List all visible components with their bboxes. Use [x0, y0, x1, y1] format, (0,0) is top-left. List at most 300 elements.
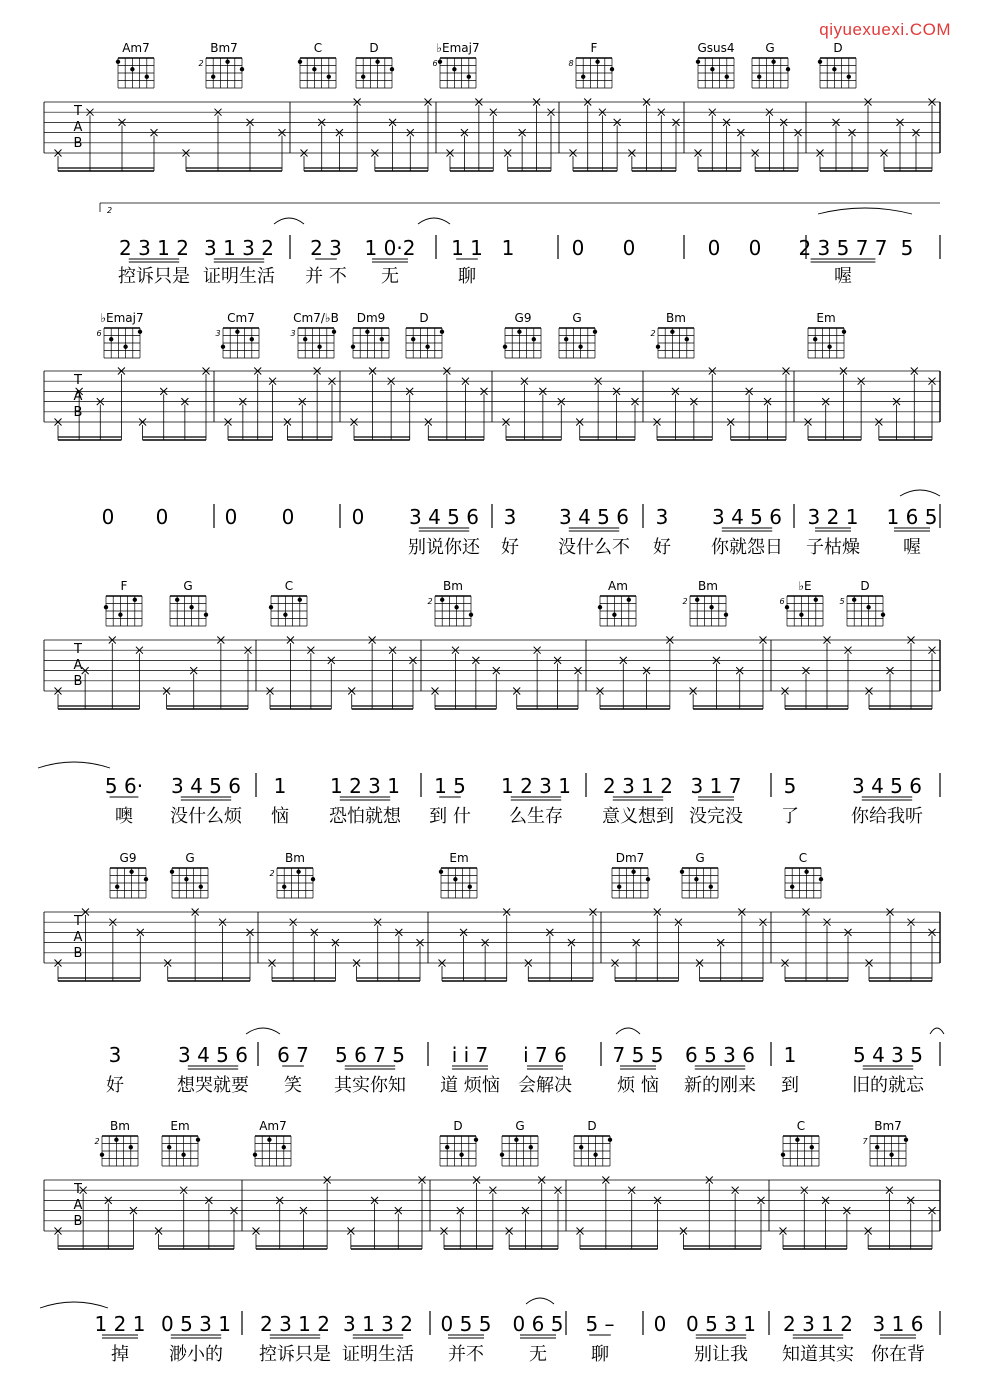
- lyric-text: 恼: [271, 806, 289, 827]
- chord-diagram: [818, 58, 856, 88]
- chord-fret-number: 8: [568, 59, 574, 68]
- lyric-text: 笑: [284, 1075, 302, 1096]
- lyric-text: 无: [381, 266, 399, 287]
- chord-finger-dot: [282, 885, 286, 889]
- chord-finger-dot: [757, 75, 761, 79]
- chord-finger-dot: [617, 885, 621, 889]
- chord-finger-dot: [411, 337, 415, 341]
- jianpu-note-group: 3 4 5 6: [559, 505, 629, 529]
- chord-name: Bm7: [210, 41, 238, 55]
- chord-finger-dot: [225, 60, 229, 64]
- chord-finger-dot: [468, 885, 472, 889]
- chord-finger-dot: [221, 345, 225, 349]
- chord-finger-dot: [114, 1138, 118, 1142]
- tab-letter: B: [73, 674, 83, 689]
- lyric-text: 控诉只是: [259, 1344, 331, 1365]
- jianpu-note-group: 1 2 1: [94, 1312, 146, 1336]
- chord-diagram: [576, 58, 614, 88]
- jianpu-note-group: 3 4 5 6: [171, 774, 241, 798]
- chord-finger-dot: [283, 613, 287, 617]
- chord-fret-number: 2: [650, 329, 656, 338]
- jianpu-note-group: 0: [101, 505, 115, 529]
- chord-finger-dot: [390, 67, 394, 71]
- lyric-text: 好: [106, 1075, 124, 1096]
- tab-staff: [44, 637, 940, 710]
- chord-diagram: [438, 58, 476, 88]
- chord-diagram: [100, 1136, 138, 1166]
- tab-letter: T: [74, 642, 82, 657]
- chord-name: ♭E: [798, 579, 812, 593]
- chord-name: D: [453, 1119, 463, 1133]
- chord-finger-dot: [303, 337, 307, 341]
- tie-slur: [40, 1302, 108, 1308]
- tab-letter: B: [73, 136, 83, 151]
- chord-finger-dot: [204, 613, 208, 617]
- chord-finger-dot: [425, 345, 429, 349]
- chord-fret-number: 6: [96, 329, 102, 338]
- jianpu-note-group: 3 1 3 2: [204, 236, 274, 260]
- chord-diagram: [785, 868, 823, 898]
- lyric-text: 会解决: [518, 1075, 572, 1096]
- chord-finger-dot: [439, 870, 443, 874]
- chord-fret-number: 6: [779, 597, 785, 606]
- tie-slur: [930, 1028, 944, 1034]
- chord-name: Gsus4: [697, 41, 735, 55]
- jianpu-note-group: 2 3 1 2: [783, 1312, 853, 1336]
- chord-finger-dot: [100, 1153, 104, 1157]
- chord-finger-dot: [361, 75, 365, 79]
- chord-finger-dot: [296, 870, 300, 874]
- chord-diagram: [503, 328, 541, 358]
- chord-name: D: [833, 41, 843, 55]
- chord-diagram: [500, 1136, 538, 1166]
- jianpu-note-group: 3 1 6: [872, 1312, 924, 1336]
- lyric-text: 别说你还: [408, 537, 480, 558]
- chord-finger-dot: [365, 330, 369, 334]
- chord-finger-dot: [598, 605, 602, 609]
- lyric-text: 并 不: [305, 266, 347, 287]
- chord-finger-dot: [680, 870, 684, 874]
- jianpu-note-group: 1 0·2: [364, 236, 416, 260]
- chord-diagram: [656, 328, 694, 358]
- tab-staff: [44, 99, 940, 172]
- tab-letter: A: [73, 389, 83, 404]
- jianpu-note-group: 3 2 1: [807, 505, 859, 529]
- lyric-text: 你给我听: [851, 806, 923, 827]
- chord-name: G: [765, 41, 775, 55]
- lyric-text: 并不: [448, 1344, 484, 1365]
- chord-finger-dot: [116, 60, 120, 64]
- chord-diagram: [680, 868, 718, 898]
- jianpu-note-group: i i 7: [451, 1043, 489, 1067]
- jianpu-note-group: 6 7: [277, 1043, 309, 1067]
- chord-name: Am: [608, 579, 628, 593]
- lyric-text: 到 什: [429, 806, 471, 827]
- tie-slur: [900, 490, 940, 496]
- jianpu-note-group: 0: [653, 1312, 667, 1336]
- lyric-text: 么生存: [509, 806, 563, 827]
- chord-finger-dot: [115, 885, 119, 889]
- chord-diagram: [559, 328, 597, 358]
- jianpu-note-group: 2 3 1 2: [260, 1312, 330, 1336]
- jianpu-note-group: 3 4 5 6: [712, 505, 782, 529]
- chord-finger-dot: [145, 75, 149, 79]
- chord-diagram: [870, 1136, 908, 1166]
- lyric-text: 好: [501, 537, 519, 558]
- lyric-text: 无: [529, 1344, 547, 1365]
- chord-finger-dot: [332, 330, 336, 334]
- chord-finger-dot: [813, 337, 817, 341]
- chord-finger-dot: [250, 337, 254, 341]
- jianpu-note-group: 0 5 5: [440, 1312, 492, 1336]
- chord-finger-dot: [184, 877, 188, 881]
- chord-finger-dot: [804, 870, 808, 874]
- chord-finger-dot: [311, 877, 315, 881]
- chord-fret-number: 6: [432, 59, 438, 68]
- chord-finger-dot: [189, 605, 193, 609]
- jianpu-note-group: 3 4 5 6: [178, 1043, 248, 1067]
- chord-finger-dot: [129, 870, 133, 874]
- chord-finger-dot: [503, 345, 507, 349]
- chord-finger-dot: [709, 885, 713, 889]
- lyric-text: 别让我: [694, 1344, 748, 1365]
- chord-finger-dot: [608, 1138, 612, 1142]
- chord-finger-dot: [724, 613, 728, 617]
- chord-finger-dot: [351, 345, 355, 349]
- chord-finger-dot: [438, 60, 442, 64]
- chord-finger-dot: [593, 330, 597, 334]
- chord-name: G: [183, 579, 193, 593]
- chord-finger-dot: [312, 67, 316, 71]
- chord-diagram: [277, 868, 315, 898]
- chord-finger-dot: [695, 598, 699, 602]
- chord-name: Cm7: [227, 311, 255, 325]
- chord-name: Dm9: [356, 311, 386, 325]
- chord-diagram: [752, 58, 790, 88]
- chord-name: Cm7/♭B: [293, 311, 339, 325]
- chord-name: F: [590, 41, 598, 55]
- chord-finger-dot: [375, 60, 379, 64]
- jianpu-note-group: 3 4 5 6: [852, 774, 922, 798]
- chord-fret-number: 3: [215, 329, 221, 338]
- chord-finger-dot: [298, 598, 302, 602]
- chord-finger-dot: [631, 870, 635, 874]
- lyric-text: 了: [781, 806, 799, 827]
- lyric-text: 到: [781, 1075, 799, 1096]
- chord-finger-dot: [881, 613, 885, 617]
- jianpu-note-group: 1 1: [451, 236, 483, 260]
- chord-diagram: [696, 58, 734, 88]
- chord-finger-dot: [694, 877, 698, 881]
- chord-finger-dot: [317, 345, 321, 349]
- lyric-text: 意义想到: [602, 806, 674, 827]
- lyric-text: 控诉只是: [118, 266, 190, 287]
- chord-finger-dot: [866, 605, 870, 609]
- chord-finger-dot: [467, 75, 471, 79]
- tab-letter: T: [74, 373, 82, 388]
- jianpu-note-group: 2 3: [310, 236, 342, 260]
- jianpu-note-group: 5: [900, 236, 914, 260]
- chord-finger-dot: [144, 877, 148, 881]
- chord-diagram: [574, 1136, 612, 1166]
- chord-finger-dot: [725, 75, 729, 79]
- chord-diagram: [785, 596, 823, 626]
- chord-name: Bm7: [874, 1119, 902, 1133]
- chord-diagram: [253, 1136, 291, 1166]
- chord-finger-dot: [452, 67, 456, 71]
- chord-finger-dot: [670, 330, 674, 334]
- chord-diagram: [206, 58, 244, 88]
- chord-name: D: [587, 1119, 597, 1133]
- tab-letter: B: [73, 1214, 83, 1229]
- chord-name: Bm: [443, 579, 463, 593]
- chord-name: F: [120, 579, 128, 593]
- chord-finger-dot: [781, 1153, 785, 1157]
- chord-finger-dot: [847, 75, 851, 79]
- chord-finger-dot: [440, 598, 444, 602]
- chord-finger-dot: [795, 1138, 799, 1142]
- jianpu-note-group: 5 –: [585, 1312, 615, 1336]
- lyric-text: 你就怨日: [711, 537, 783, 558]
- tab-letter: B: [73, 946, 83, 961]
- jianpu-note-group: 1 6 5: [886, 505, 938, 529]
- chord-finger-dot: [445, 1145, 449, 1149]
- chord-name: Am7: [122, 41, 150, 55]
- lyric-text: 没完没: [689, 806, 743, 827]
- jianpu-note-group: 1: [783, 1043, 797, 1067]
- tie-slur: [526, 1298, 554, 1304]
- chord-finger-dot: [500, 1153, 504, 1157]
- jianpu-note-group: 3 1 3 2: [343, 1312, 413, 1336]
- lyric-text: 子枯燥: [806, 537, 860, 558]
- tab-letter: T: [74, 104, 82, 119]
- chord-finger-dot: [710, 67, 714, 71]
- chord-finger-dot: [196, 1138, 200, 1142]
- jianpu-note-group: 1 2 3 1: [330, 774, 400, 798]
- chord-finger-dot: [129, 1145, 133, 1149]
- chord-name: C: [796, 1119, 806, 1133]
- chord-finger-dot: [123, 345, 127, 349]
- jianpu-note-group: 1 5: [434, 774, 466, 798]
- lyric-text: 恐怕就想: [329, 806, 401, 827]
- chord-finger-dot: [785, 605, 789, 609]
- jianpu-note-group: 1 2 3 1: [501, 774, 571, 798]
- chord-finger-dot: [109, 337, 113, 341]
- chord-name: Bm: [110, 1119, 130, 1133]
- chord-diagram: [406, 328, 444, 358]
- chord-finger-dot: [832, 67, 836, 71]
- chord-finger-dot: [875, 1145, 879, 1149]
- chord-name: Bm: [698, 579, 718, 593]
- jianpu-note-group: 0 5 3 1: [161, 1312, 231, 1336]
- tab-letter: T: [74, 1182, 82, 1197]
- chord-diagram: [116, 58, 154, 88]
- chord-finger-dot: [453, 877, 457, 881]
- chord-diagram: [170, 596, 208, 626]
- jianpu-note-group: 2 3 1 2: [119, 236, 189, 260]
- jianpu-note-group: 0 5 3 1: [686, 1312, 756, 1336]
- chord-finger-dot: [818, 60, 822, 64]
- jianpu-note-group: 3 4 5 6: [409, 505, 479, 529]
- chord-name: G: [515, 1119, 525, 1133]
- chord-name: C: [798, 851, 808, 865]
- lyric-text: 渺小的: [169, 1344, 223, 1365]
- chord-finger-dot: [474, 1138, 478, 1142]
- chord-finger-dot: [130, 67, 134, 71]
- chord-finger-dot: [578, 345, 582, 349]
- chord-diagram: [847, 596, 885, 626]
- chord-finger-dot: [469, 613, 473, 617]
- chord-finger-dot: [199, 885, 203, 889]
- chord-fret-number: 3: [290, 329, 296, 338]
- chord-finger-dot: [904, 1138, 908, 1142]
- chord-finger-dot: [529, 1145, 533, 1149]
- chord-fret-number: 2: [682, 597, 688, 606]
- lyric-text: 好: [653, 537, 671, 558]
- chord-finger-dot: [814, 598, 818, 602]
- chord-fret-number: 2: [94, 1137, 100, 1146]
- chord-finger-dot: [612, 613, 616, 617]
- tie-slur: [246, 1028, 280, 1034]
- chord-finger-dot: [771, 60, 775, 64]
- chord-finger-dot: [327, 75, 331, 79]
- lyric-text: 喔: [834, 266, 852, 287]
- chord-finger-dot: [696, 60, 700, 64]
- chord-finger-dot: [827, 345, 831, 349]
- chord-finger-dot: [104, 605, 108, 609]
- jianpu-note-group: 1: [273, 774, 287, 798]
- jianpu-note-group: 0: [571, 236, 585, 260]
- chord-finger-dot: [167, 1145, 171, 1149]
- tab-staff: [44, 1177, 940, 1250]
- chord-finger-dot: [181, 1153, 185, 1157]
- chord-finger-dot: [532, 337, 536, 341]
- chord-name: G: [572, 311, 582, 325]
- chord-name: G9: [119, 851, 137, 865]
- chord-name: C: [284, 579, 294, 593]
- lyric-text: 掉: [111, 1344, 129, 1365]
- tie-slur: [418, 218, 450, 224]
- chord-finger-dot: [133, 598, 137, 602]
- chord-finger-dot: [298, 60, 302, 64]
- lyric-text: 旧的就忘: [852, 1075, 924, 1096]
- chord-diagram: [351, 328, 389, 358]
- lyric-text: 聊: [591, 1344, 609, 1365]
- chord-name: Em: [816, 311, 836, 325]
- chord-diagram: [170, 868, 208, 898]
- chord-finger-dot: [889, 1153, 893, 1157]
- chord-diagram: [440, 1136, 478, 1166]
- lyric-text: 你在背: [871, 1344, 925, 1365]
- tab-letter: A: [73, 120, 83, 135]
- jianpu-note-group: 0: [351, 505, 365, 529]
- tab-letter: B: [73, 405, 83, 420]
- chord-finger-dot: [240, 67, 244, 71]
- jianpu-note-group: 5 4 3 5: [853, 1043, 923, 1067]
- chord-diagram: [612, 868, 650, 898]
- chord-finger-dot: [579, 1145, 583, 1149]
- lyric-text: 烦 恼: [617, 1075, 659, 1096]
- chord-diagram: [110, 868, 148, 898]
- tab-letter: T: [74, 914, 82, 929]
- lyric-text: 证明生活: [203, 266, 275, 287]
- chord-name: Bm: [666, 311, 686, 325]
- chord-finger-dot: [517, 330, 521, 334]
- chord-finger-dot: [269, 605, 273, 609]
- chord-fret-number: 7: [862, 1137, 868, 1146]
- chord-finger-dot: [595, 60, 599, 64]
- chord-diagram: [808, 328, 846, 358]
- chord-finger-dot: [709, 605, 713, 609]
- chord-name: Am7: [259, 1119, 287, 1133]
- lyric-text: 没什么不: [558, 537, 630, 558]
- tab-letter: A: [73, 658, 83, 673]
- lyric-text: 聊: [458, 266, 476, 287]
- jianpu-note-group: 0: [707, 236, 721, 260]
- tie-slur: [616, 1028, 640, 1034]
- chord-name: G9: [514, 311, 532, 325]
- chord-diagram: [298, 328, 336, 358]
- chord-finger-dot: [593, 1153, 597, 1157]
- chord-finger-dot: [170, 870, 174, 874]
- chord-diagram: [162, 1136, 200, 1166]
- tie-slur: [818, 208, 912, 214]
- chord-name: D: [860, 579, 870, 593]
- chord-finger-dot: [842, 330, 846, 334]
- site-watermark: qiyuexuexi.COM: [819, 20, 951, 39]
- lyric-text: 证明生活: [342, 1344, 414, 1365]
- chord-finger-dot: [656, 345, 660, 349]
- lyric-text: 喔: [903, 537, 921, 558]
- chord-diagram: [104, 596, 142, 626]
- chord-name: G: [185, 851, 195, 865]
- chord-finger-dot: [138, 330, 142, 334]
- chord-diagram: [269, 596, 307, 626]
- lyric-text: 没什么烦: [170, 806, 242, 827]
- chord-name: Em: [449, 851, 469, 865]
- tie-slur: [38, 762, 110, 768]
- lyric-text: 新的刚来: [684, 1075, 756, 1096]
- tab-letter: A: [73, 930, 83, 945]
- jianpu-note-group: 0 6 5: [512, 1312, 564, 1336]
- chord-finger-dot: [564, 337, 568, 341]
- chord-finger-dot: [267, 1138, 271, 1142]
- chord-finger-dot: [253, 1153, 257, 1157]
- chord-finger-dot: [799, 613, 803, 617]
- jianpu-note-group: 0: [622, 236, 636, 260]
- jianpu-note-group: 0: [281, 505, 295, 529]
- chord-finger-dot: [118, 613, 122, 617]
- jianpu-note-group: 0: [155, 505, 169, 529]
- jianpu-note-group: 2 3 1 2: [603, 774, 673, 798]
- chord-name: ♭Emaj7: [436, 41, 480, 55]
- volta-number: 2: [107, 206, 113, 215]
- chord-name: C: [313, 41, 323, 55]
- chord-finger-dot: [627, 598, 631, 602]
- chord-finger-dot: [211, 75, 215, 79]
- chord-name: D: [369, 41, 379, 55]
- jianpu-note-group: 0: [224, 505, 238, 529]
- jianpu-note-group: 3: [108, 1043, 122, 1067]
- chord-finger-dot: [581, 75, 585, 79]
- chord-name: G: [695, 851, 705, 865]
- chord-diagram: [356, 58, 394, 88]
- chord-fret-number: 2: [198, 59, 204, 68]
- lyric-text: 噢: [115, 806, 133, 827]
- jianpu-note-group: 5: [783, 774, 797, 798]
- chord-finger-dot: [235, 330, 239, 334]
- chord-diagram: [298, 58, 336, 88]
